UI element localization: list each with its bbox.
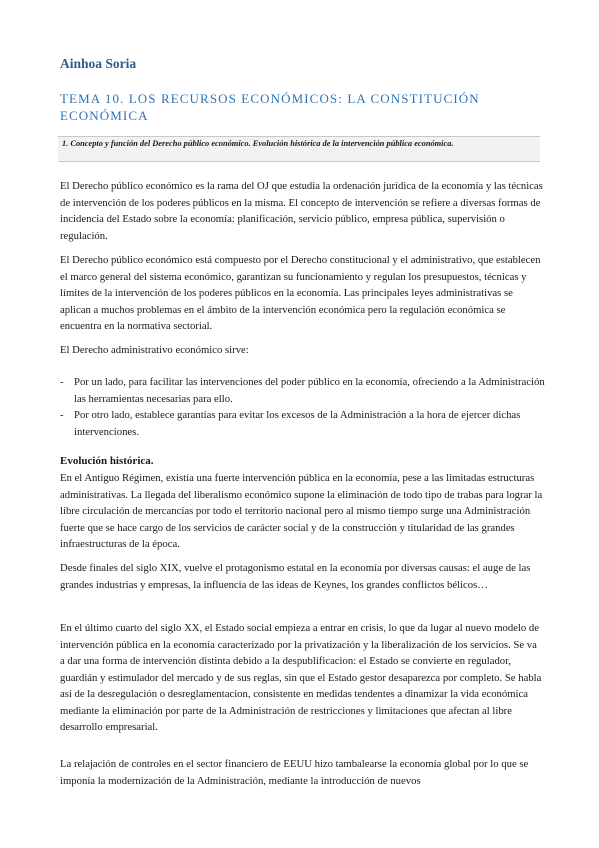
paragraph-history-ancient: En el Antiguo Régimen, existía una fuerte intervención pública en la economía, pese a las limitadas estructuras administrativas. La llegada del liberalismo económico supone la eliminación de todo tipo de trabas para lograr la libre circulación de mercancías por todo el territorio nacional pero al mismo tiempo surge una Administración fuerte que se hace cargo de los servicios de carácter social y de la construcción y titularidad de las grandes infraestructuras de la época. xyxy=(60,472,543,550)
list-item xyxy=(60,407,546,440)
paragraph-composition: El Derecho público económico está compuesto por el Derecho constitucional y el administrativo, que establecen el marco general del sistema económico, garantizan su funcionamiento y regulan los presupuestos, técnicas y límites de la intervención de los poderes públicos en la economía. Las principales leyes administrativas se aplican a muchos problemas en el ámbito de la intervención económica pero la regulación económica se encuentra en la normativa sectorial. xyxy=(60,254,541,332)
list-item xyxy=(60,374,546,407)
list-item-text: Por un lado, para facilitar las intervenciones del poder público en la economía, ofreciendo a la Administración las herramientas necesarias para ello. xyxy=(74,376,545,405)
section-heading: 1. Concepto y función del Derecho público económico. Evolución histórica de la intervención pública económica. xyxy=(62,139,454,148)
bullet-marker: - xyxy=(60,376,64,388)
bullet-marker: - xyxy=(60,409,64,421)
paragraph-purpose-intro: El Derecho administrativo económico sirve: xyxy=(60,344,249,356)
paragraph-history-finance: La relajación de controles en el sector financiero de EEUU hizo tambalearse la economía global por lo que se imponía la modernización de la Administración, mediante la introducción de nuevos xyxy=(60,758,529,787)
document-title: TEMA 10. LOS RECURSOS ECONÓMICOS: LA CONSTITUCIÓN ECONÓMICA xyxy=(60,91,480,123)
author-name: Ainhoa Soria xyxy=(60,56,137,71)
history-heading: Evolución histórica. xyxy=(60,455,154,467)
section-heading-box xyxy=(58,136,540,162)
list-item-text: Por otro lado, establece garantías para evitar los excesos de la Administración a la hora de ejercer dichas intervenciones. xyxy=(74,409,521,438)
purpose-list xyxy=(60,374,546,440)
paragraph-history-xix: Desde finales del siglo XIX, vuelve el protagonismo estatal en la economía por diversas causas: el auge de las grandes industrias y empresas, la influencia de las ideas de Keynes, los grandes conflictos bélicos… xyxy=(60,562,531,591)
paragraph-history-xx: En el último cuarto del siglo XX, el Estado social empieza a entrar en crisis, lo que da lugar al nuevo modelo de intervención pública en la economía caracterizado por la privatización y la liberalización de los servicios. Se va a dar una forma de intervención distinta debido a la despublificacion: el Estado se convierte en regulador, guardián y estimulador del mercado y de sus reglas, sin que el Estado gestor desaparezca por completo. Se habla así de la desregulación o desreglamentacion, consistente en medidas tendentes a dinamizar la vida económica mediante la eliminación por parte de la Administración de restricciones y limitaciones que afectan al libre desarrollo empresarial. xyxy=(60,622,542,733)
paragraph-definition: El Derecho público económico es la rama del OJ que estudia la ordenación jurídica de la economía y las técnicas de intervención de los poderes públicos en la misma. El concepto de intervención se refiere a diversas formas de incidencia del Estado sobre la economía: planificación, servicio público, empresa pública, supervisión o regulación. xyxy=(60,180,543,242)
